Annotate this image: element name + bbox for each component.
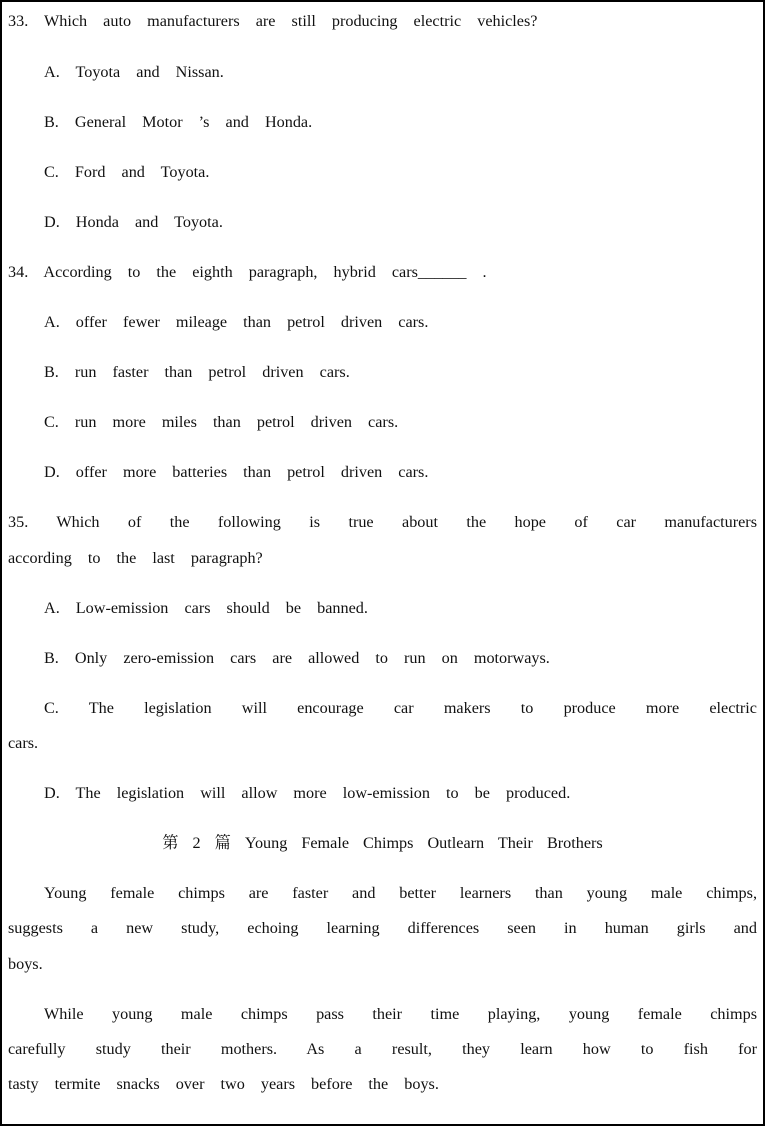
question-35-stem-line-2: according to the last paragraph? [8,549,263,567]
passage-2-p1-line-2: suggests a new study, echoing learning differences seen in human girls and [8,919,757,937]
question-34-option-b: B. run faster than petrol driven cars. [44,363,350,381]
question-35-option-b: B. Only zero-emission cars are allowed to run on motorways. [44,649,550,667]
question-35-option-c-line-1: C. The legislation will encourage car makers to produce more electric [44,699,757,717]
question-33-option-a: A. Toyota and Nissan. [44,63,224,81]
passage-2-heading: 第 2 篇 Young Female Chimps Outlearn Their Brothers [162,834,603,852]
question-33-stem: 33. Which auto manufacturers are still producing electric vehicles? [8,12,538,30]
passage-2-p1-line-3: boys. [8,955,43,973]
question-33-option-d: D. Honda and Toyota. [44,213,223,231]
question-35-stem-line-1: 35. Which of the following is true about the hope of car manufacturers [8,513,757,531]
question-35-option-c-line-2: cars. [8,734,39,752]
question-34-option-a: A. offer fewer mileage than petrol driven cars. [44,313,429,331]
passage-2-p2-line-3: tasty termite snacks over two years before the boys. [8,1075,439,1093]
question-33-option-c: C. Ford and Toyota. [44,163,210,181]
question-34-option-c: C. run more miles than petrol driven cars. [44,413,399,431]
question-33-option-b: B. General Motor ’s and Honda. [44,113,313,131]
passage-2-p2-line-1: While young male chimps pass their time playing, young female chimps [44,1005,757,1023]
passage-2-p2-line-2: carefully study their mothers. As a result, they learn how to fish for [8,1040,757,1058]
question-35-option-d: D. The legislation will allow more low-emission to be produced. [44,784,571,802]
question-34-option-d: D. offer more batteries than petrol driven cars. [44,463,429,481]
question-35-option-a: A. Low-emission cars should be banned. [44,599,368,617]
passage-2-p1-line-1: Young female chimps are faster and better learners than young male chimps, [44,884,757,902]
question-34-stem: 34. According to the eighth paragraph, hybrid cars______ . [8,263,487,281]
